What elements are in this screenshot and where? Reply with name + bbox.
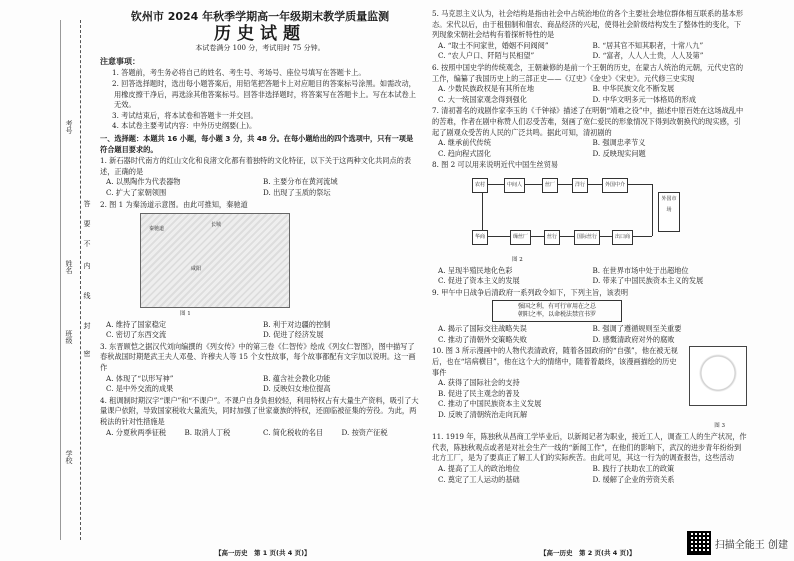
right-column <box>432 8 747 485</box>
scanner-watermark <box>687 531 788 555</box>
question-stem: 6. 按照中国史学的传统观念，王朝兼修的是前一个王朝的历史，在蒙古人统治的元朝，元代史官的工作，编纂了我国历史上的三部正史——《辽史》《金史》《宋史》。元代修三史实现 <box>432 62 744 83</box>
figure-2-flowchart <box>462 174 682 254</box>
option-a[interactable]: A. 体现了“以形写神” <box>106 373 174 383</box>
option-d[interactable]: D. 缓解了企业的劳资关系 <box>592 474 675 484</box>
exam-meta: 本试卷满分 100 分，考试用时 75 分钟。 <box>195 44 325 53</box>
binding-solid-line <box>60 20 61 540</box>
option-d[interactable]: D. 按资产征税 <box>341 427 388 437</box>
option-a[interactable]: A. 维持了国家稳定 <box>106 319 167 329</box>
option-d[interactable]: D. 感慨清政府对外的腐败 <box>592 334 675 344</box>
question-stem: 4. 租调制时期汉字“课户”和“不课户”。不课户自身负担较轻，利用特权占有大量生产资料，吸引了大量课户依附，导致国家税收大量流失，同时加强了世家豪族的特权，还面临被征集的劳役。为此，两税法的针对性措施是 <box>100 395 419 427</box>
question-stem: 5. 马克思主义认为，社会结构是指由社会中占统治地位的各个主要社会地位群体相互联系的基本形态。宋代以后，由于租佃制和佃农、商品经济的兴起，使得社会阶级结构发生了整体性的变化，下列现象宋朝社会结构有着探析特性的是 <box>432 9 744 40</box>
label-xuexiao: 学校 <box>65 450 73 464</box>
question-7 <box>432 106 747 159</box>
figure-caption: 图 1 <box>180 311 191 318</box>
quote-line: 强国之利，有可行审用在之总 <box>517 303 596 311</box>
option-a[interactable]: A. 继承前代传统 <box>438 138 491 148</box>
option-b[interactable]: B. 主要分布在黄河流域 <box>263 177 338 187</box>
section-heading: 一、选择题：本题共 16 小题，每小题 3 分，共 48 分。在每小题给出的四个选项中，只有一项是符合题目要求的。 <box>100 133 414 154</box>
option-a[interactable]: A. 获得了国际社会的支持 <box>438 378 520 388</box>
question-3 <box>100 342 420 395</box>
question-stem: 1. 新石器时代南方的红山文化和良渚文化都有着独特的文化特征，以下关于这两种文化共同点的表述，正确的是 <box>100 156 412 176</box>
label-xingming: 姓名 <box>65 260 73 274</box>
option-c[interactable]: C. 扩大了家朝领围 <box>106 187 167 197</box>
question-stem: 11. 1919 年，陈独秋从昌商工学毕业后，以新闻记者为职业，接近工人，调查工人的生产状况，作代表，陈独秋观点或者是对社会生产一线的“新闻工作”，在他们的影响下，武汉的进步青年纷纷到北方工厂，是为了要真正了解工人们的实际疾苦。由此可见，其这一行为的调查报告，这些活动 <box>432 432 747 463</box>
option-b[interactable]: B. 利于对边疆的控制 <box>263 319 331 329</box>
option-c[interactable]: C. 促进了资本主义的发展 <box>438 276 520 286</box>
figure-1-map <box>140 213 290 308</box>
page-footer-left: 【高一历史 第 1 页(共 4 页)】 <box>215 549 311 557</box>
quote-line: 朝阳之率，以命税法禁宜书罗 <box>517 311 596 319</box>
option-b[interactable]: B. 强调了遵循规则至关重要 <box>592 324 682 334</box>
label-kaohao: 考号 <box>65 120 73 134</box>
option-a[interactable]: A. 呈现半殖民地化色彩 <box>438 265 513 275</box>
option-b[interactable]: B. 践行了扶助农工的政策 <box>592 464 675 473</box>
question-stem: 10. 图 3 所示漫画中的人物代表清政府，随着各国政府的“自强”，他在被无视后，也在“培病横目”，他在这个大的情绪中，随着着最终，该漫画描绘的历史事件 <box>432 346 678 377</box>
option-b[interactable]: B. 促进了民主观念的普及 <box>438 388 520 398</box>
flow-box: 华商 <box>472 230 488 245</box>
question-1 <box>100 156 420 198</box>
label-mi: 密 <box>83 350 91 357</box>
note-item: 3. 考试结束后，将本试卷和答题卡一并交回。 <box>112 110 258 120</box>
question-stem: 2. 图 1 为秦汤道示意图。由此可推知，秦驰道 <box>100 199 248 209</box>
notes-heading: 注意事项： <box>100 56 140 66</box>
option-c[interactable]: C. 推动了清朝外交策略失败 <box>438 334 527 344</box>
option-c[interactable]: C. 大一统国家观念得到强化 <box>438 94 527 104</box>
left-column <box>100 8 420 438</box>
flow-box: 缫丝厂 <box>510 230 531 245</box>
note-item: 4. 本试卷主要考试内容：中外历史纲要(上)。 <box>112 121 257 131</box>
question-4 <box>100 396 420 438</box>
label-feng: 封 <box>83 322 91 329</box>
option-d[interactable]: D. 促进了经济发展 <box>263 330 324 340</box>
option-d[interactable]: D. 反映现实问题 <box>592 148 646 158</box>
question-2 <box>100 200 420 341</box>
option-c[interactable]: C. 奠定了工人运动的基础 <box>438 474 520 484</box>
question-stem: 9. 甲午中日战争后清政府一系列政令如下，下列主旨，该表明 <box>432 287 629 297</box>
flow-box: 中间人 <box>504 178 525 193</box>
label-bu: 不 <box>83 240 91 247</box>
option-a[interactable]: A. 分夏秋两季征税 <box>106 427 167 437</box>
question-5 <box>432 9 747 62</box>
flow-box: 洋行 <box>572 178 588 193</box>
option-d[interactable]: D. 反映妇女地位提高 <box>263 384 331 394</box>
figure-3-cartoon <box>689 346 747 406</box>
flow-box: 外国中介 <box>602 178 628 193</box>
option-c[interactable]: C. “农人户口、阡陌与民相望” <box>438 51 535 61</box>
label-da: 答 <box>83 200 91 207</box>
option-c[interactable]: C. 趋向程式固化 <box>438 148 491 158</box>
binding-strip <box>0 0 92 561</box>
exam-title: 钦州市 2024 年秋季学期高一年级期末教学质量监测 <box>130 10 390 23</box>
page-footer-right: 【高一历史 第 2 页(共 4 页)】 <box>540 549 636 557</box>
option-b[interactable]: B. 取消人丁税 <box>184 427 231 437</box>
option-d[interactable]: D. 带来了中国民族资本主义的发展 <box>592 276 704 286</box>
map-label: 长城 <box>211 222 222 229</box>
question-stem: 8. 图 2 可以用来说明近代中国生丝贸易 <box>432 160 559 170</box>
exam-subject: 历史试题 <box>214 23 306 44</box>
label-yao: 要 <box>83 220 91 227</box>
option-a[interactable]: A. 揭示了国际交往战略失误 <box>438 324 527 334</box>
flow-box: 丝厂 <box>542 178 558 193</box>
option-d[interactable]: D. 中华文明多元一体格局的形成 <box>592 94 697 104</box>
qr-code-icon <box>687 531 711 555</box>
option-b[interactable]: B. 强调忠孝节义 <box>592 138 646 148</box>
option-d[interactable]: D. 反映了清朝统治走向瓦解 <box>438 410 528 420</box>
watermark-text: 扫描全能王 创建 <box>714 539 788 551</box>
option-c[interactable]: C. 密切了东西交流 <box>106 330 167 340</box>
flow-line <box>652 184 653 236</box>
flow-box: 外国市场 <box>658 192 680 232</box>
flow-box: 丝行 <box>544 230 560 245</box>
option-d[interactable]: D. “富者，人人人士贵，人人及第” <box>592 51 704 61</box>
option-b[interactable]: B. 中华民族文化不断发展 <box>592 84 675 94</box>
figure-caption: 图 3 <box>714 422 725 429</box>
question-stem: 3. 东晋顾恺之据汉代刘向编撰的《列女传》中的第三卷《仁智传》绘成《列女仁智图》，图中描写了春秋战国时期楚武王夫人邓曼、许穆夫人等 15 个女性故事，每个故事都配有文字加以说明。这一画作 <box>100 341 416 373</box>
option-a[interactable]: A. “取士不问家世，婚姻不问阀阅” <box>438 40 549 50</box>
option-b[interactable]: B. “居其官不知其职者，十常八九” <box>592 40 704 50</box>
question-9 <box>432 288 747 346</box>
quote-box <box>492 300 622 322</box>
map-label: 秦驰道 <box>149 226 165 233</box>
flow-box: 出口商 <box>612 230 633 245</box>
option-a[interactable]: A. 以黑陶作为代表器物 <box>106 177 181 187</box>
note-item: 2. 回答选择题时，选出每小题答案后，用铅笔把答题卡上对应题目的答案标号涂黑。如需改动，用橡皮擦干净后，再选涂其他答案标号。回答非选择题时，将答案写在答题卡上。写在本试卷上无效。 <box>112 78 416 110</box>
question-10 <box>432 346 747 431</box>
option-d[interactable]: D. 出现了玉质的祭坛 <box>263 187 331 197</box>
option-c[interactable]: C. 是中外交流的成果 <box>106 384 174 394</box>
option-c[interactable]: C. 推动了中国民族资本主义发展 <box>438 399 542 409</box>
option-b[interactable]: B. 蕴含社会教化功能 <box>263 373 331 383</box>
flow-box: 国际丝行 <box>574 230 600 245</box>
figure-caption: 图 2 <box>512 256 523 263</box>
option-c[interactable]: C. 简化税收的名目 <box>263 427 324 437</box>
question-6 <box>432 63 747 105</box>
question-11 <box>432 432 747 485</box>
map-label: 咸阳 <box>191 266 202 273</box>
option-a[interactable]: A. 少数民族政权是有其所在地 <box>438 84 535 94</box>
label-xian: 线 <box>83 292 91 299</box>
option-a[interactable]: A. 提高了工人的政治地位 <box>438 464 520 473</box>
label-banji: 班级 <box>65 330 73 344</box>
binding-dashed-line <box>80 20 81 540</box>
option-b[interactable]: B. 在世界市场中处于出超地位 <box>592 265 689 275</box>
label-nei: 内 <box>83 262 91 269</box>
flow-box: 农村 <box>472 178 488 193</box>
question-stem: 7. 清初著名的戏剧作家李玉的《千钟禄》描述了在明朝“靖难之役”中，描述中原百姓在这场战乱中的苦难，作者在剧中称赞人们忍受苦难，刻画了宽仁爱民的形象情况下得到改朝换代的现实感，引起了剧观众受苦的人民的广泛共鸣。据此可知，清初剧的 <box>432 106 744 137</box>
note-item: 1. 答题前，考生务必将自己的姓名、考生号、考场号、座位号填写在答题卡上。 <box>112 68 366 78</box>
question-8 <box>432 160 747 286</box>
